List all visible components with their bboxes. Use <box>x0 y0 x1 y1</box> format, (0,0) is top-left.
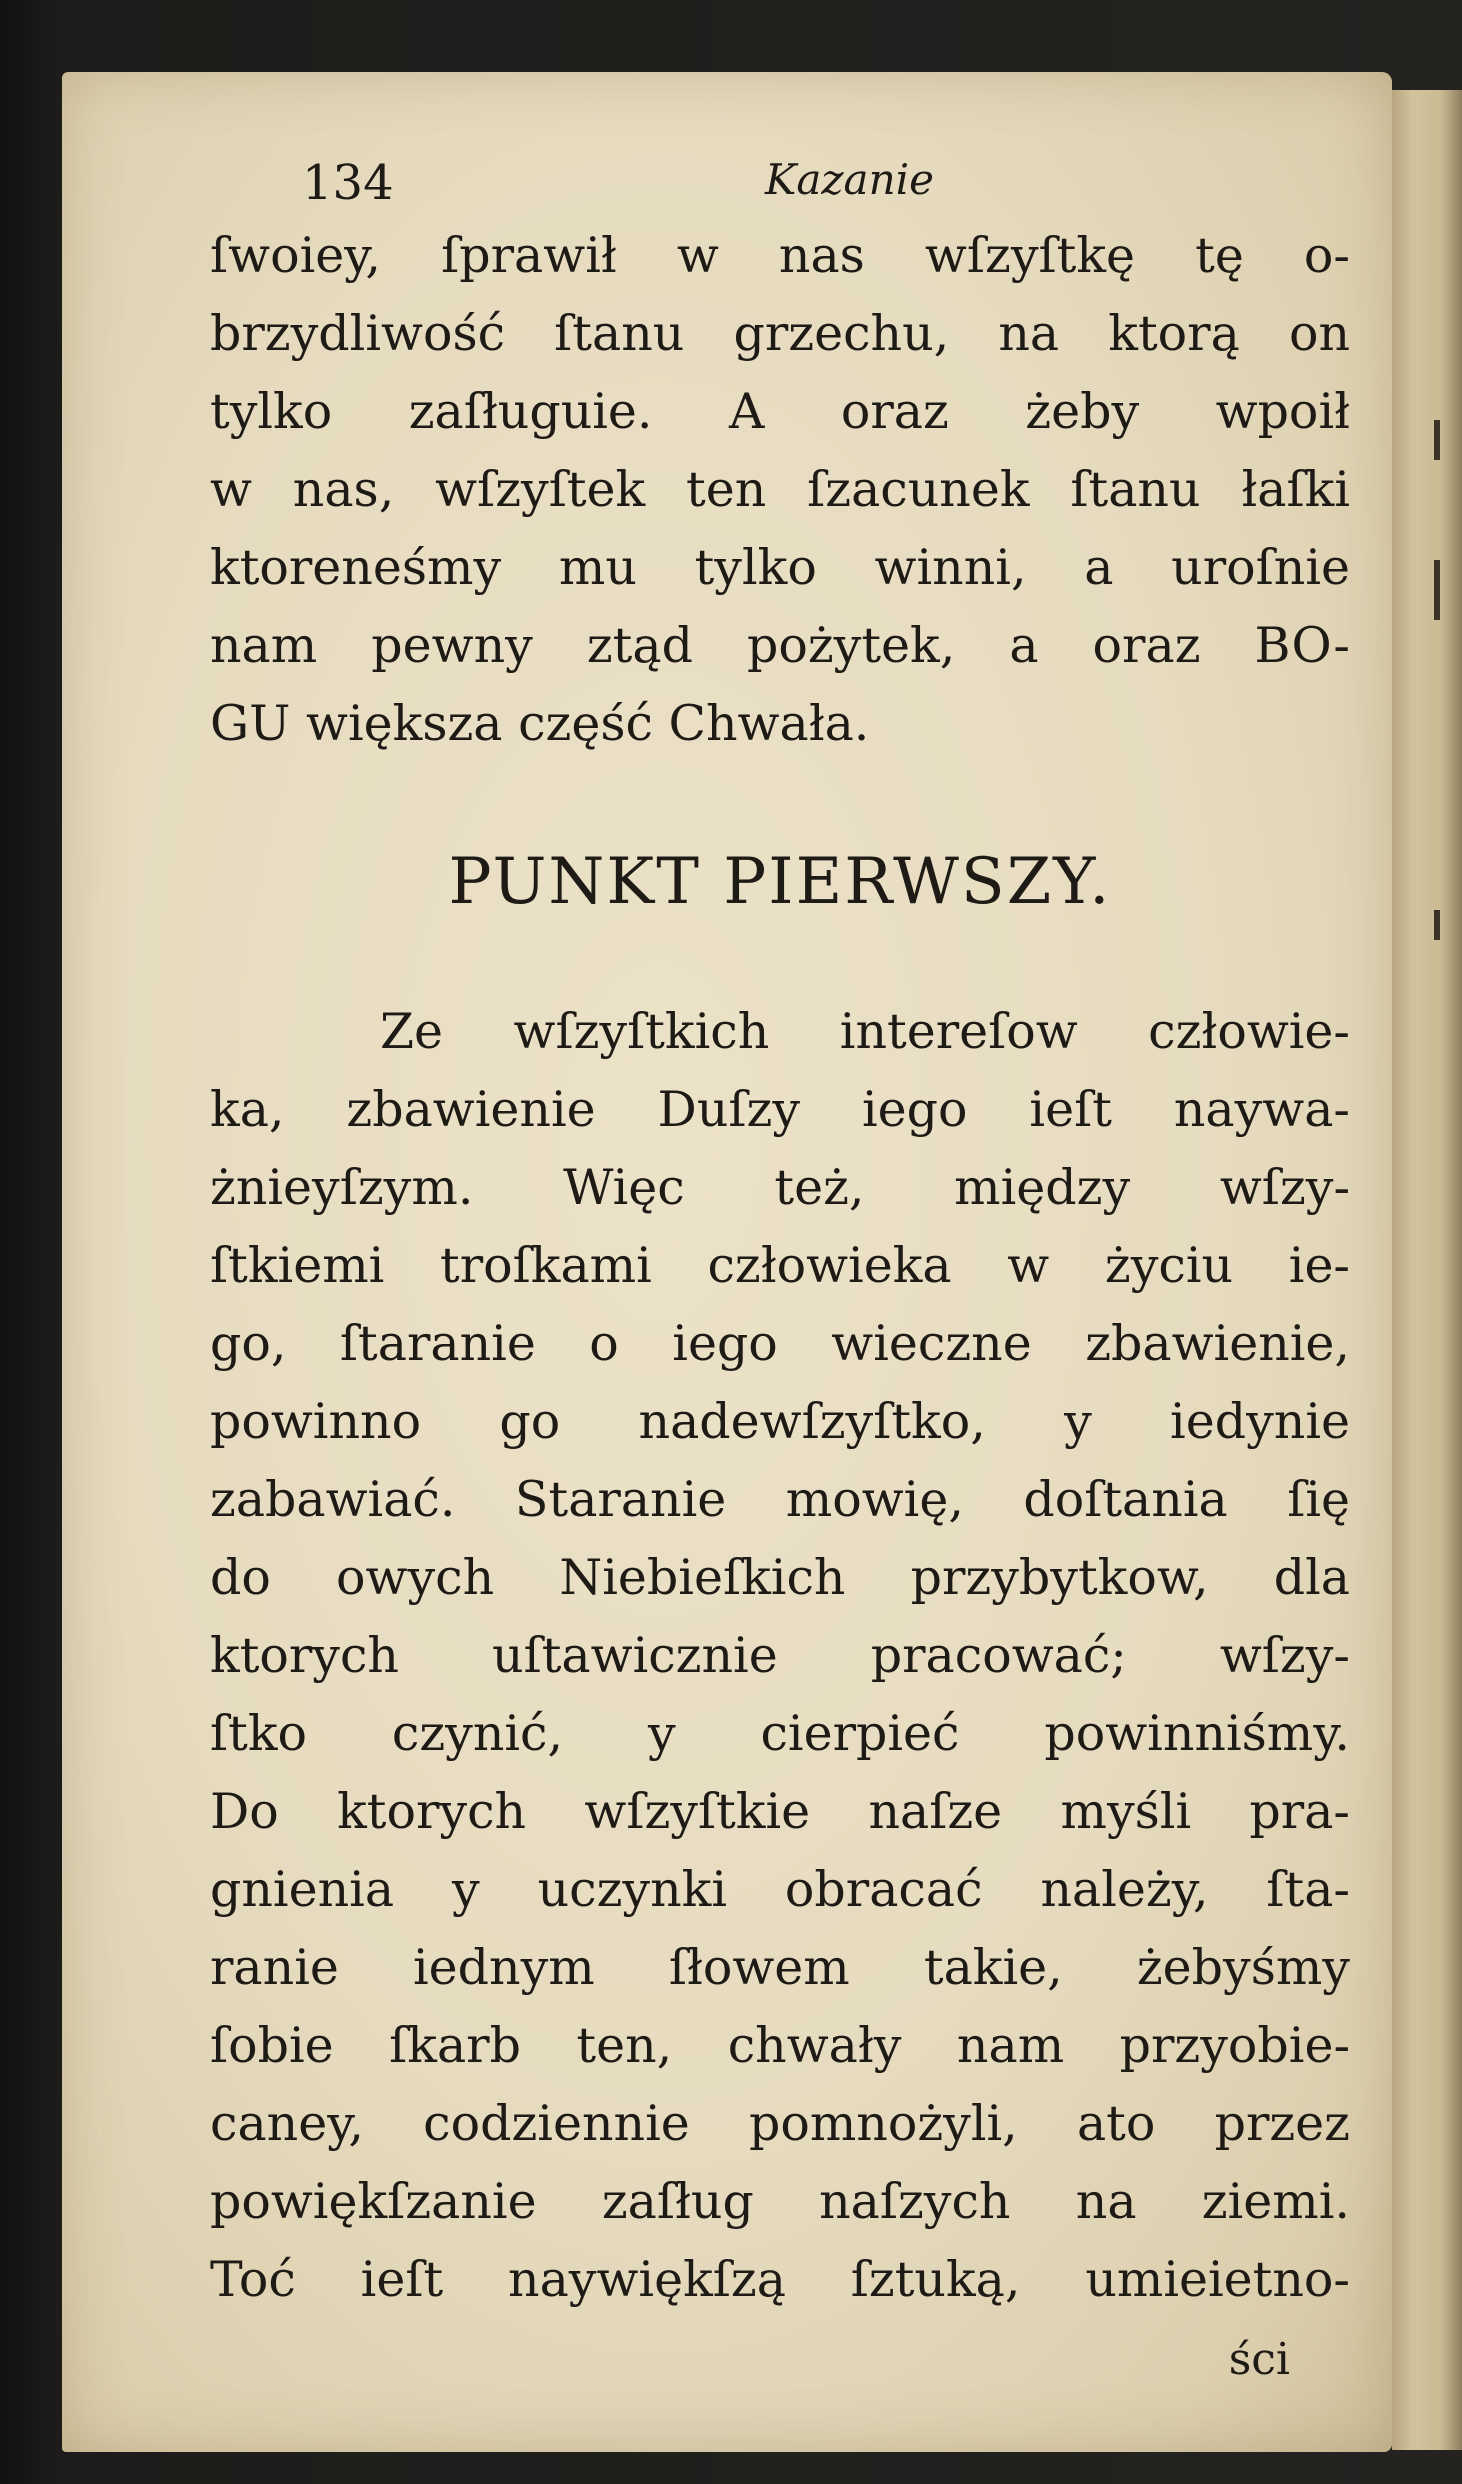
text-line: w nas, wſzyſtek ten ſzacunek ſtanu łaſki <box>210 461 1350 518</box>
page-header <box>210 155 1350 217</box>
text-line: ka, zbawienie Duſzy iego ieſt naywa- <box>210 1081 1350 1138</box>
text-line: Do ktorych wſzyſtkie naſze myśli pra- <box>210 1783 1350 1840</box>
text-line: ſobie ſkarb ten, chwały nam przyobie- <box>210 2017 1350 2074</box>
catchword: ści <box>1228 2334 1290 2385</box>
body-paragraph <box>210 993 1350 2319</box>
edge-ink-mark <box>1434 420 1440 460</box>
text-line: Ze wſzyſtkich intereſow człowie- <box>380 1003 1350 1060</box>
text-line: powinno go nadewſzyſtko, y iedynie <box>210 1393 1350 1450</box>
text-line: ranie iednym ſłowem takie, żebyśmy <box>210 1939 1350 1996</box>
text-line: nam pewny ztąd pożytek, a oraz BO- <box>210 617 1350 674</box>
text-line: zabawiać. Staranie mowię, doſtania ſię <box>210 1471 1350 1528</box>
text-line: powiękſzanie zaſług naſzych na ziemi. <box>210 2173 1350 2230</box>
text-line: ktoreneśmy mu tylko winni, a uroſnie <box>210 539 1350 596</box>
page-text <box>210 155 1350 2395</box>
text-line: Toć ieſt naywiękſzą ſztuką, umieietno- <box>210 2251 1350 2308</box>
text-line: ktorych uſtawicznie pracować; wſzy- <box>210 1627 1350 1684</box>
edge-ink-mark <box>1434 560 1440 620</box>
text-line: do owych Niebieſkich przybytkow, dla <box>210 1549 1350 1606</box>
text-line: go, ſtaranie o iego wieczne zbawienie, <box>210 1315 1350 1372</box>
text-line: ſtkiemi troſkami człowieka w życiu ie- <box>210 1237 1350 1294</box>
page-number: 134 <box>302 155 394 211</box>
text-line: caney, codziennie pomnożyli, ato przez <box>210 2095 1350 2152</box>
section-heading: PUNKT PIERWSZY. <box>448 845 1112 919</box>
text-line: GU większa część Chwała. <box>210 695 870 752</box>
text-line: ſtko czynić, y cierpieć powinniśmy. <box>210 1705 1350 1762</box>
text-line: gnienia y uczynki obracać należy, ſta- <box>210 1861 1350 1918</box>
text-line: żnieyſzym. Więc też, między wſzy- <box>210 1159 1350 1216</box>
text-line: brzydliwość ſtanu grzechu, na ktorą on <box>210 305 1350 362</box>
edge-ink-mark <box>1434 910 1440 940</box>
running-head: Kazanie <box>765 155 934 204</box>
facing-page-edge <box>1392 90 1462 2450</box>
intro-paragraph <box>210 217 1350 763</box>
text-line: ſwoiey, ſprawił w nas wſzyſtkę tę o- <box>210 227 1350 284</box>
text-line: tylko zaſługuie. A oraz żeby wpoił <box>210 383 1350 440</box>
